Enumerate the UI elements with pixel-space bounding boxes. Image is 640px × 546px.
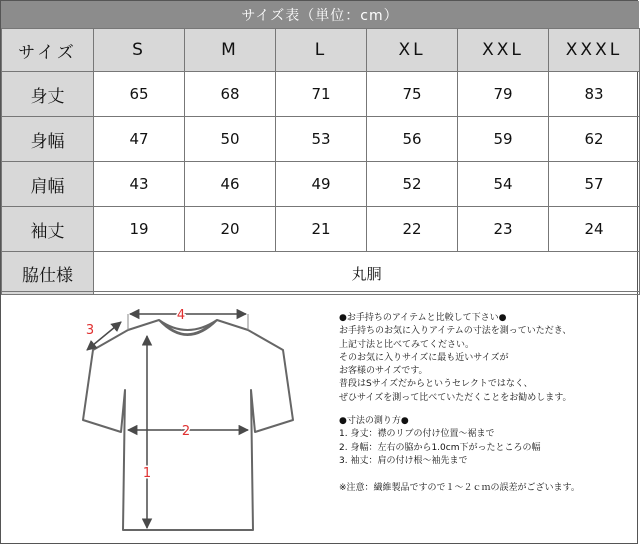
cell: 57 bbox=[549, 162, 640, 207]
compare-title: ●お手持ちのアイテムと比較して下さい● bbox=[339, 313, 507, 323]
cell: 75 bbox=[367, 72, 458, 117]
measure-line: 2. 身幅：左右の脇から1.0cm下がったところの幅 bbox=[339, 442, 541, 453]
compare-line: ぜひサイズを測って比べていただくことをお勧めします。 bbox=[339, 392, 572, 403]
cell: 59 bbox=[458, 117, 549, 162]
cell: 43 bbox=[94, 162, 185, 207]
cell: 65 bbox=[94, 72, 185, 117]
cell: 68 bbox=[185, 72, 276, 117]
cell: 19 bbox=[94, 207, 185, 252]
side-value: 丸胴 bbox=[94, 252, 640, 295]
caution-note: ※注意：繊維製品ですので１～２ｃｍの誤差がございます。 bbox=[339, 483, 580, 494]
size-m: M bbox=[185, 29, 276, 72]
chart-title: サイズ表（単位：cm） bbox=[1, 1, 639, 28]
tshirt-diagram bbox=[1, 292, 331, 542]
size-xl: XL bbox=[367, 29, 458, 72]
table-row bbox=[2, 162, 640, 207]
cell: 22 bbox=[367, 207, 458, 252]
cell: 71 bbox=[276, 72, 367, 117]
size-xxl: XXL bbox=[458, 29, 549, 72]
header-row bbox=[2, 29, 640, 72]
cell: 79 bbox=[458, 72, 549, 117]
header-label: サイズ bbox=[2, 29, 94, 72]
label-3: 3 bbox=[85, 323, 95, 338]
size-table bbox=[1, 28, 640, 295]
compare-line: 上記寸法と比べてみてください。 bbox=[339, 339, 475, 350]
cell: 50 bbox=[185, 117, 276, 162]
cell: 56 bbox=[367, 117, 458, 162]
cell: 23 bbox=[458, 207, 549, 252]
cell: 52 bbox=[367, 162, 458, 207]
table-row bbox=[2, 207, 640, 252]
row-label: 袖丈 bbox=[2, 207, 94, 252]
table-row bbox=[2, 72, 640, 117]
measure-line: 3. 袖丈：肩の付け根～袖先まで bbox=[339, 455, 468, 466]
compare-line: お手持ちのお気に入りアイテムの寸法を測っていただき、 bbox=[339, 326, 572, 337]
size-l: L bbox=[276, 29, 367, 72]
measure-title: ●寸法の測り方● bbox=[339, 416, 409, 427]
compare-line: お客様のサイズです。 bbox=[339, 366, 428, 377]
label-2: 2 bbox=[181, 424, 191, 439]
cell: 24 bbox=[549, 207, 640, 252]
row-label: 脇仕様 bbox=[2, 252, 94, 295]
cell: 62 bbox=[549, 117, 640, 162]
cell: 54 bbox=[458, 162, 549, 207]
table-row-side bbox=[2, 252, 640, 295]
compare-line: 普段はSサイズだからというセレクトではなく、 bbox=[339, 379, 533, 390]
size-s: S bbox=[94, 29, 185, 72]
table-row bbox=[2, 117, 640, 162]
cell: 47 bbox=[94, 117, 185, 162]
cell: 53 bbox=[276, 117, 367, 162]
size-xxxl: XXXL bbox=[549, 29, 640, 72]
cell: 21 bbox=[276, 207, 367, 252]
cell: 20 bbox=[185, 207, 276, 252]
row-label: 身丈 bbox=[2, 72, 94, 117]
guide-section bbox=[1, 291, 639, 546]
label-1: 1 bbox=[142, 466, 152, 481]
cell: 49 bbox=[276, 162, 367, 207]
row-label: 肩幅 bbox=[2, 162, 94, 207]
notes bbox=[339, 312, 631, 496]
compare-line: そのお気に入りサイズに最も近いサイズが bbox=[339, 352, 509, 363]
cell: 83 bbox=[549, 72, 640, 117]
label-4: 4 bbox=[176, 308, 186, 323]
row-label: 身幅 bbox=[2, 117, 94, 162]
cell: 46 bbox=[185, 162, 276, 207]
measure-line: 1. 身丈：襟のリブの付け位置～裾まで bbox=[339, 429, 495, 440]
